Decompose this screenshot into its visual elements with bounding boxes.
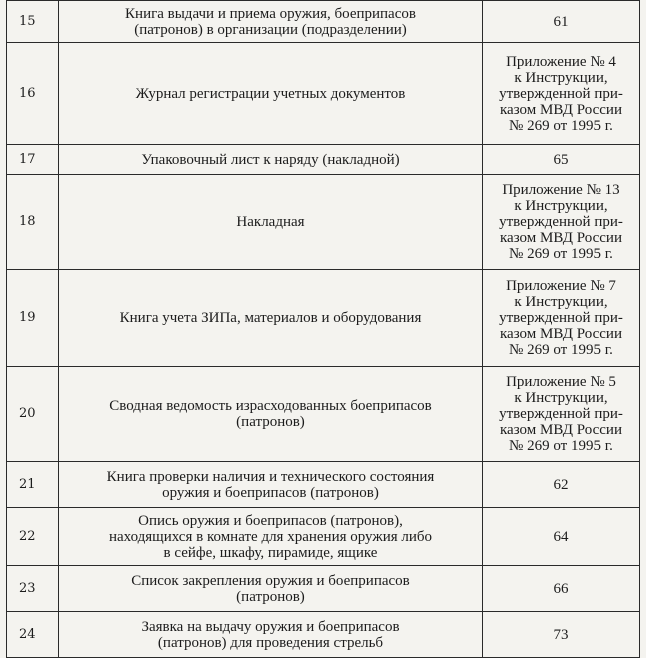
document-title: Книга проверки наличия и технического состояния оружия и боеприпасов (патронов) bbox=[59, 462, 483, 508]
form-reference: 65 bbox=[483, 145, 640, 175]
form-reference: Приложение № 7 к Инструкции, утвержденной при- казом МВД России № 269 от 1995 г. bbox=[483, 270, 640, 367]
row-number: 20 bbox=[7, 367, 59, 462]
form-reference: 73 bbox=[483, 612, 640, 658]
table-row bbox=[7, 508, 640, 566]
form-reference: 64 bbox=[483, 508, 640, 566]
form-reference: Приложение № 4 к Инструкции, утвержденной при- казом МВД России № 269 от 1995 г. bbox=[483, 43, 640, 145]
table-row bbox=[7, 367, 640, 462]
document-title: Упаковочный лист к наряду (накладной) bbox=[59, 145, 483, 175]
table-row bbox=[7, 145, 640, 175]
form-reference: 61 bbox=[483, 1, 640, 43]
row-number: 23 bbox=[7, 566, 59, 612]
document-title: Список закрепления оружия и боеприпасов (патронов) bbox=[59, 566, 483, 612]
document-title: Заявка на выдачу оружия и боеприпасов (патронов) для проведения стрельб bbox=[59, 612, 483, 658]
document-title: Книга учета ЗИПа, материалов и оборудования bbox=[59, 270, 483, 367]
table-row bbox=[7, 612, 640, 658]
row-number: 24 bbox=[7, 612, 59, 658]
row-number: 18 bbox=[7, 175, 59, 270]
documents-table bbox=[6, 0, 640, 658]
row-number: 19 bbox=[7, 270, 59, 367]
form-reference: 66 bbox=[483, 566, 640, 612]
table-row bbox=[7, 43, 640, 145]
row-number: 22 bbox=[7, 508, 59, 566]
row-number: 15 bbox=[7, 1, 59, 43]
document-title: Журнал регистрации учетных документов bbox=[59, 43, 483, 145]
table-row bbox=[7, 1, 640, 43]
row-number: 21 bbox=[7, 462, 59, 508]
document-title: Сводная ведомость израсходованных боеприпасов (патронов) bbox=[59, 367, 483, 462]
table-row bbox=[7, 566, 640, 612]
document-title: Книга выдачи и приема оружия, боеприпасов (патронов) в организации (подразделении) bbox=[59, 1, 483, 43]
table-row bbox=[7, 462, 640, 508]
document-title: Накладная bbox=[59, 175, 483, 270]
form-reference: Приложение № 13 к Инструкции, утвержденной при- казом МВД России № 269 от 1995 г. bbox=[483, 175, 640, 270]
form-reference: Приложение № 5 к Инструкции, утвержденной при- казом МВД России № 269 от 1995 г. bbox=[483, 367, 640, 462]
row-number: 17 bbox=[7, 145, 59, 175]
form-reference: 62 bbox=[483, 462, 640, 508]
table-row bbox=[7, 175, 640, 270]
document-title: Опись оружия и боеприпасов (патронов), находящихся в комнате для хранения оружия либо в сейфе, шкафу, пирамиде, ящике bbox=[59, 508, 483, 566]
row-number: 16 bbox=[7, 43, 59, 145]
table-row bbox=[7, 270, 640, 367]
